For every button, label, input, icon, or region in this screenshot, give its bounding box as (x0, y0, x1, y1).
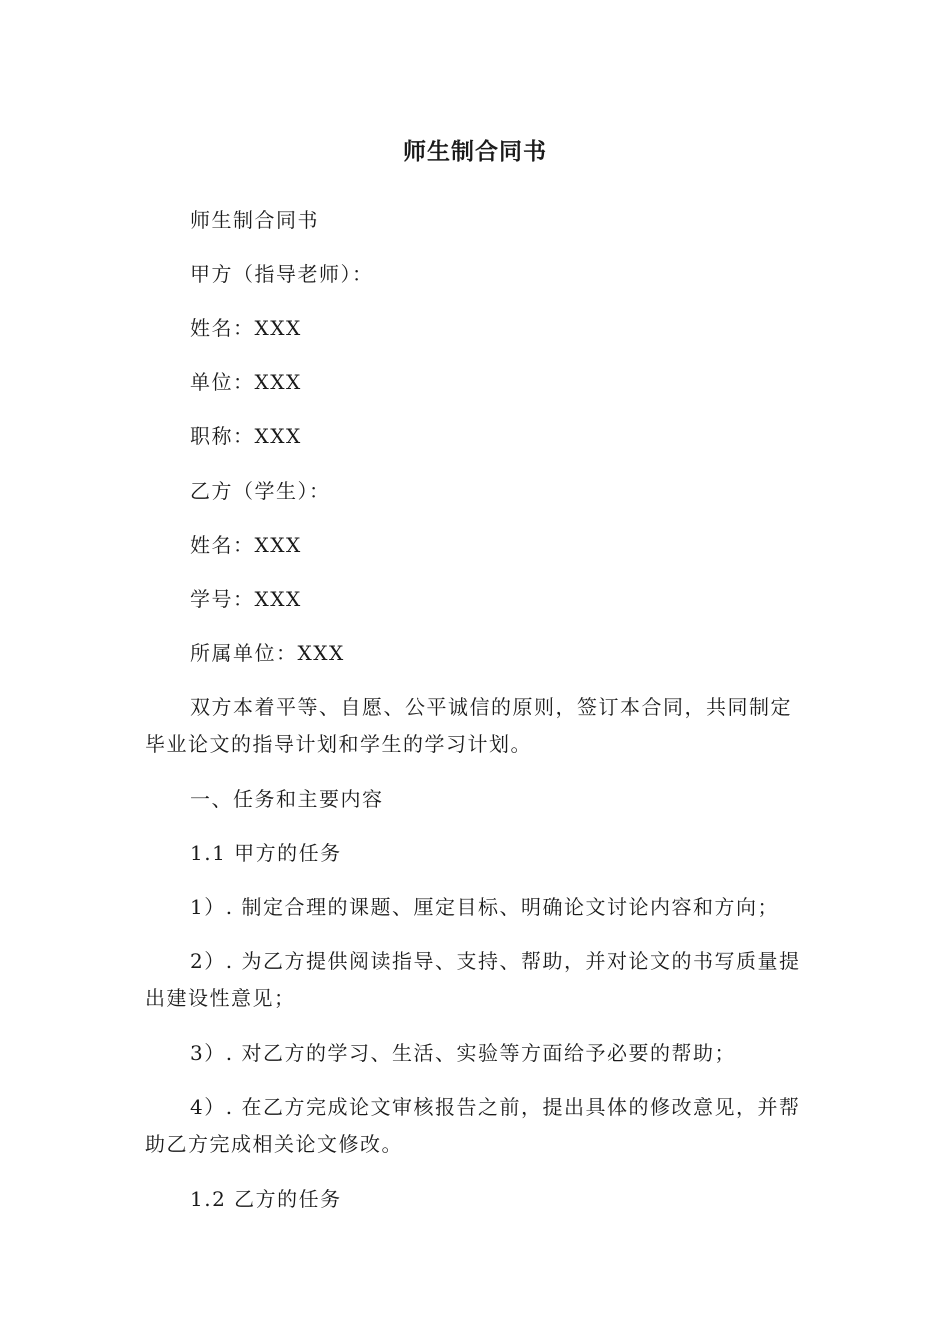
paragraph-party-a: 甲方（指导老师）： (190, 262, 374, 286)
document-title: 师生制合同书 (403, 139, 547, 165)
paragraph-party-b-id: 学号：XXX (190, 587, 302, 611)
list-item-a3: 3）. 对乙方的学习、生活、实验等方面给予必要的帮助； (190, 1041, 736, 1065)
list-item-a1: 1）. 制定合理的课题、厘定目标、明确论文讨论内容和方向； (190, 895, 779, 919)
paragraph-heading: 师生制合同书 (190, 208, 319, 232)
subsection-heading-party-b: 1.2 乙方的任务 (190, 1187, 342, 1211)
paragraph-party-b-name: 姓名：XXX (190, 533, 302, 557)
list-item-a4: 4）. 在乙方完成论文审核报告之前，提出具体的修改意见，并帮助乙方完成相关论文修改。 (145, 1095, 801, 1156)
paragraph-party-a-title: 职称：XXX (190, 424, 302, 448)
paragraph-party-a-name: 姓名：XXX (190, 316, 302, 340)
paragraph-party-a-unit: 单位：XXX (190, 370, 302, 394)
paragraph-party-b: 乙方（学生）： (190, 479, 331, 503)
paragraph-party-b-unit: 所属单位：XXX (190, 641, 345, 665)
paragraph-preamble: 双方本着平等、自愿、公平诚信的原则，签订本合同，共同制定毕业论文的指导计划和学生的学习计划。 (145, 695, 792, 756)
section-heading-tasks: 一、任务和主要内容 (190, 787, 384, 811)
list-item-a2: 2）. 为乙方提供阅读指导、支持、帮助，并对论文的书写质量提出建设性意见； (145, 949, 801, 1010)
subsection-heading-party-a: 1.1 甲方的任务 (190, 841, 342, 865)
